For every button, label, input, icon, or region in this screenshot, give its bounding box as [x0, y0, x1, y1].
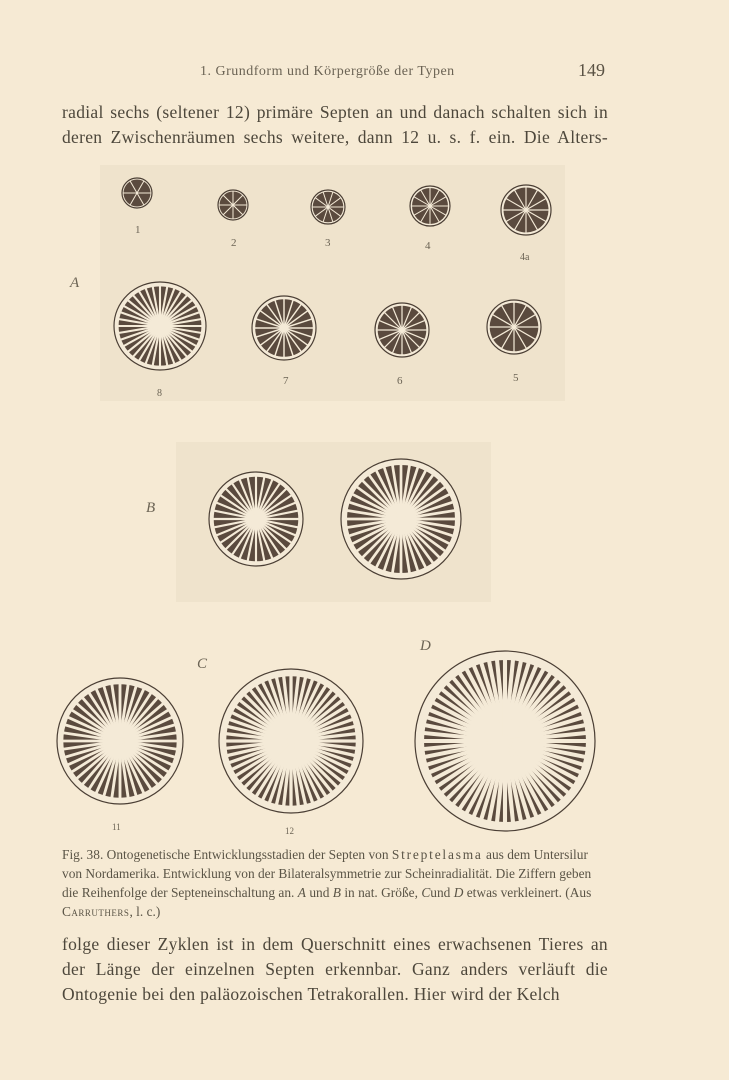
caption-author: Carruthers — [62, 904, 130, 919]
panel-label-a: A — [70, 275, 80, 291]
stage-number: 12 — [285, 826, 294, 836]
body-text-bottom — [62, 932, 608, 1007]
caption-text: in nat. Größe, — [344, 885, 418, 900]
caption-text: und — [309, 885, 330, 900]
stage-number: 2 — [231, 237, 237, 249]
stage-number: 6 — [397, 375, 403, 387]
caption-ref-d: D — [453, 885, 464, 900]
coral-section — [122, 178, 152, 208]
caption-text: und — [430, 885, 451, 900]
caption-ref-a: A — [297, 885, 306, 900]
coral-section — [209, 472, 303, 566]
coral-section — [415, 651, 595, 831]
caption-fig-number: Fig. 38. — [62, 847, 104, 862]
coral-section — [487, 300, 541, 354]
caption-genus: Streptelasma — [391, 847, 483, 862]
stage-number: 1 — [135, 224, 141, 236]
stage-number: 11 — [112, 822, 121, 832]
caption-text: etwas verkleinert. (Aus — [466, 885, 592, 900]
coral-section — [341, 459, 461, 579]
caption-text: , l. c.) — [129, 904, 161, 919]
body-line: Ontogenie bei den paläozoischen Tetrakorallen. Hier wird der Kelch — [62, 984, 560, 1004]
coral-section — [219, 669, 363, 813]
panel-label-c: C — [197, 656, 208, 672]
stage-number: 8 — [157, 388, 162, 399]
body-line: folge dieser Zyklen ist in dem Querschnitt eines erwachsenen Tieres an — [62, 934, 608, 954]
coral-section — [375, 303, 429, 357]
panel-label-d: D — [420, 638, 431, 654]
coral-section — [114, 282, 206, 370]
coral-section — [311, 190, 345, 224]
coral-section — [218, 190, 248, 220]
coral-section — [57, 678, 183, 804]
coral-section — [252, 296, 316, 360]
body-line: der Länge der einzelnen Septen erkennbar. Ganz anders verläuft die — [62, 959, 608, 979]
body-line: deren Zwischenräumen sechs weitere, dann 12 u. s. f. ein. Die Alters- — [62, 127, 608, 147]
stage-number: 5 — [513, 372, 519, 384]
page-number: 149 — [578, 60, 605, 80]
coral-section — [410, 186, 450, 226]
stage-number: 3 — [325, 237, 331, 249]
running-title: 1. Grundform und Körpergröße der Typen — [200, 64, 455, 79]
stage-number: 7 — [283, 375, 289, 387]
caption-ref-c: C — [421, 885, 431, 900]
coral-section — [501, 185, 551, 235]
panel-label-b: B — [146, 500, 156, 516]
stage-number: 4a — [520, 252, 530, 263]
stage-number: 4 — [425, 240, 431, 252]
figure-caption — [62, 845, 610, 921]
body-line: radial sechs (seltener 12) primäre Septen an und danach schalten sich in — [62, 102, 608, 122]
caption-ref-b: B — [332, 885, 341, 900]
caption-text: Ontogenetische Entwicklungsstadien der Septen von — [106, 847, 389, 862]
caption-text: aus dem Untersilur von Nordamerika. Entwicklung von der Bilateralsymmetrie zur Scheinradialität. Die Ziffern geben die Reihenfolge der Septeneinschaltung an. — [62, 847, 592, 900]
